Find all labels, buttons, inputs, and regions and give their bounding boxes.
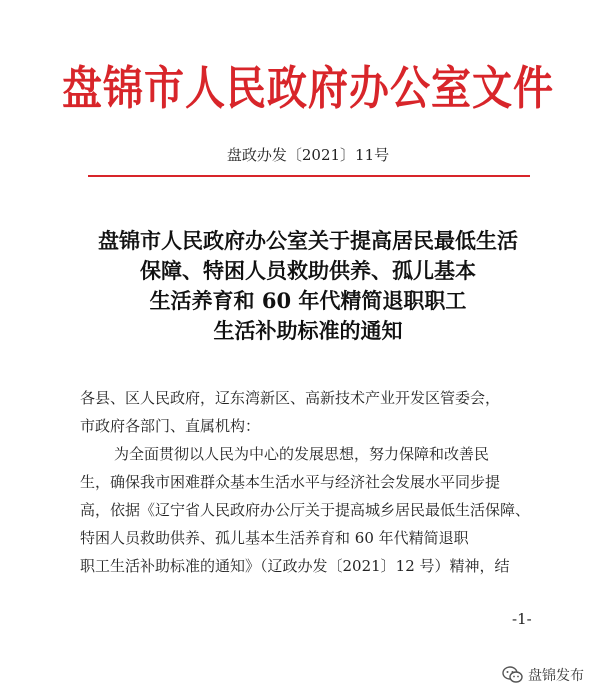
header-title: 盘锦市人民政府办公室文件 [62, 61, 554, 116]
addressee-line: 各县、区人民政府，辽东湾新区、高新技术产业开发区管委会， [80, 389, 501, 407]
wechat-watermark [502, 662, 584, 688]
body-text [80, 384, 550, 580]
paragraph-line: 职工生活补助标准的通知》（辽政办发〔2021〕12 号）精神，结 [80, 557, 510, 575]
red-divider [88, 175, 530, 177]
watermark-text: 盘锦发布 [528, 668, 584, 684]
paragraph-line: 为全面贯彻以人民为中心的发展思想，努力保障和改善民 [114, 445, 490, 463]
paragraph-line: 高，依据《辽宁省人民政府办公厅关于提高城乡居民最低生活保障、 [80, 501, 531, 519]
title-line: 保障、特困人员救助供养、孤儿基本 [140, 258, 476, 283]
document-number: 盘政办发〔2021〕11号 [226, 146, 390, 164]
paragraph-line: 特困人员救助供养、孤儿基本生活养育和 60 年代精简退职 [80, 529, 469, 547]
paragraph-line: 生，确保我市困难群众基本生活水平与经济社会发展水平同步提 [80, 473, 501, 491]
title-line: 盘锦市人民政府办公室关于提高居民最低生活 [98, 228, 518, 253]
wechat-icon [502, 665, 524, 685]
title-line: 生活补助标准的通知 [213, 318, 403, 343]
notice-title [40, 226, 576, 346]
addressee-line: 市政府各部门、直属机构： [80, 417, 261, 435]
page-number: -1- [512, 610, 532, 628]
title-line: 生活养育和 60 年代精简退职职工 [149, 288, 467, 313]
